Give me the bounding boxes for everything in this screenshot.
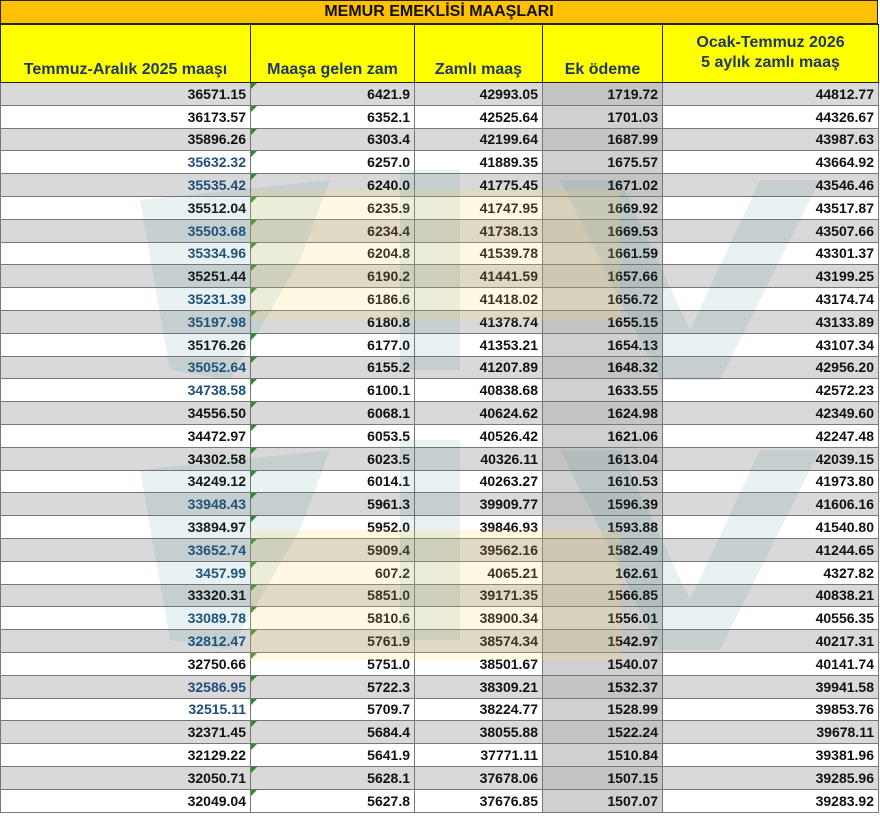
raise-cell[interactable]: 607.2	[251, 561, 415, 584]
raised-salary-cell[interactable]: 41775.45	[415, 174, 543, 197]
raised-salary-cell[interactable]: 40526.42	[415, 424, 543, 447]
extra-payment-cell[interactable]: 1719.72	[543, 83, 663, 106]
prev-salary-cell[interactable]: 34738.58	[1, 379, 251, 402]
prev-salary-cell[interactable]: 33948.43	[1, 493, 251, 516]
raise-cell[interactable]: 5961.3	[251, 493, 415, 516]
raise-cell[interactable]: 5952.0	[251, 516, 415, 539]
prev-salary-cell[interactable]: 32586.95	[1, 675, 251, 698]
prev-salary-cell[interactable]: 32812.47	[1, 630, 251, 653]
new-salary-cell[interactable]: 42956.20	[663, 356, 879, 379]
new-salary-cell[interactable]: 42247.48	[663, 424, 879, 447]
new-salary-cell[interactable]: 43664.92	[663, 151, 879, 174]
raise-cell[interactable]: 5709.7	[251, 698, 415, 721]
table-row	[1, 333, 879, 356]
table-row	[1, 744, 879, 767]
extra-payment-cell[interactable]: 1528.99	[543, 698, 663, 721]
raised-salary-cell[interactable]: 4065.21	[415, 561, 543, 584]
raise-cell[interactable]: 6100.1	[251, 379, 415, 402]
raised-salary-cell[interactable]: 37678.06	[415, 766, 543, 789]
table-row	[1, 174, 879, 197]
raised-salary-cell[interactable]: 38574.34	[415, 630, 543, 653]
extra-payment-cell[interactable]: 1661.59	[543, 242, 663, 265]
raised-salary-cell[interactable]: 39171.35	[415, 584, 543, 607]
raised-salary-cell[interactable]: 42199.64	[415, 128, 543, 151]
salary-table	[0, 24, 879, 813]
raised-salary-cell[interactable]: 41378.74	[415, 310, 543, 333]
extra-payment-cell[interactable]: 1675.57	[543, 151, 663, 174]
new-salary-cell[interactable]: 43174.74	[663, 288, 879, 311]
table-row	[1, 675, 879, 698]
table-row	[1, 470, 879, 493]
header-new-salary	[663, 25, 879, 83]
raised-salary-cell[interactable]: 41353.21	[415, 333, 543, 356]
prev-salary-cell[interactable]: 35535.42	[1, 174, 251, 197]
extra-payment-cell[interactable]: 1522.24	[543, 721, 663, 744]
raised-salary-cell[interactable]: 39562.16	[415, 538, 543, 561]
new-salary-cell[interactable]: 42349.60	[663, 402, 879, 425]
prev-salary-cell[interactable]: 35512.04	[1, 196, 251, 219]
new-salary-cell[interactable]: 43301.37	[663, 242, 879, 265]
new-salary-cell[interactable]: 43199.25	[663, 265, 879, 288]
sheet-title: MEMUR EMEKLİSİ MAAŞLARI	[0, 0, 878, 24]
table-row	[1, 242, 879, 265]
new-salary-cell[interactable]: 43987.63	[663, 128, 879, 151]
table-row	[1, 698, 879, 721]
new-salary-cell[interactable]: 39381.96	[663, 744, 879, 767]
raised-salary-cell[interactable]: 41738.13	[415, 219, 543, 242]
prev-salary-cell[interactable]: 35632.32	[1, 151, 251, 174]
raised-salary-cell[interactable]: 38309.21	[415, 675, 543, 698]
raised-salary-cell[interactable]: 38501.67	[415, 652, 543, 675]
table-body	[1, 83, 879, 813]
prev-salary-cell[interactable]: 32129.22	[1, 744, 251, 767]
header-raise: Maaşa gelen zam	[251, 25, 415, 83]
prev-salary-cell[interactable]: 34472.97	[1, 424, 251, 447]
new-salary-cell[interactable]: 42572.23	[663, 379, 879, 402]
extra-payment-cell[interactable]: 1540.07	[543, 652, 663, 675]
prev-salary-cell[interactable]: 3457.99	[1, 561, 251, 584]
prev-salary-cell[interactable]: 35176.26	[1, 333, 251, 356]
raise-cell[interactable]: 6240.0	[251, 174, 415, 197]
prev-salary-cell[interactable]: 32515.11	[1, 698, 251, 721]
table-row	[1, 105, 879, 128]
raise-cell[interactable]: 6186.6	[251, 288, 415, 311]
new-salary-cell[interactable]: 4327.82	[663, 561, 879, 584]
raised-salary-cell[interactable]: 41747.95	[415, 196, 543, 219]
extra-payment-cell[interactable]: 1613.04	[543, 447, 663, 470]
new-salary-cell[interactable]: 40141.74	[663, 652, 879, 675]
table-row	[1, 196, 879, 219]
new-salary-cell[interactable]: 44812.77	[663, 83, 879, 106]
raise-cell[interactable]: 6180.8	[251, 310, 415, 333]
extra-payment-cell[interactable]: 1532.37	[543, 675, 663, 698]
raised-salary-cell[interactable]: 37676.85	[415, 789, 543, 812]
raise-cell[interactable]: 5628.1	[251, 766, 415, 789]
new-salary-cell[interactable]: 40838.21	[663, 584, 879, 607]
table-row	[1, 652, 879, 675]
header-new-salary-line1: Ocak-Temmuz 2026	[696, 33, 845, 51]
extra-payment-cell[interactable]: 1556.01	[543, 607, 663, 630]
raise-cell[interactable]: 5684.4	[251, 721, 415, 744]
extra-payment-cell[interactable]: 1624.98	[543, 402, 663, 425]
new-salary-cell[interactable]: 44326.67	[663, 105, 879, 128]
table-row	[1, 766, 879, 789]
new-salary-cell[interactable]: 43546.46	[663, 174, 879, 197]
extra-payment-cell[interactable]: 1657.66	[543, 265, 663, 288]
raise-cell[interactable]: 6014.1	[251, 470, 415, 493]
raise-cell[interactable]: 6303.4	[251, 128, 415, 151]
raise-cell[interactable]: 6177.0	[251, 333, 415, 356]
prev-salary-cell[interactable]: 35503.68	[1, 219, 251, 242]
table-row	[1, 151, 879, 174]
new-salary-cell[interactable]: 43107.34	[663, 333, 879, 356]
prev-salary-cell[interactable]: 35231.39	[1, 288, 251, 311]
table-row	[1, 402, 879, 425]
table-row	[1, 721, 879, 744]
new-salary-cell[interactable]: 39283.92	[663, 789, 879, 812]
raise-cell[interactable]: 5761.9	[251, 630, 415, 653]
new-salary-cell[interactable]: 39678.11	[663, 721, 879, 744]
new-salary-cell[interactable]: 43133.89	[663, 310, 879, 333]
table-row	[1, 128, 879, 151]
new-salary-cell[interactable]: 40217.31	[663, 630, 879, 653]
extra-payment-cell[interactable]: 1648.32	[543, 356, 663, 379]
table-row	[1, 584, 879, 607]
raise-cell[interactable]: 6235.9	[251, 196, 415, 219]
extra-payment-cell[interactable]: 1593.88	[543, 516, 663, 539]
prev-salary-cell[interactable]: 35251.44	[1, 265, 251, 288]
raise-cell[interactable]: 5641.9	[251, 744, 415, 767]
prev-salary-cell[interactable]: 32049.04	[1, 789, 251, 812]
new-salary-cell[interactable]: 43507.66	[663, 219, 879, 242]
table-row	[1, 538, 879, 561]
prev-salary-cell[interactable]: 33652.74	[1, 538, 251, 561]
extra-payment-cell[interactable]: 1510.84	[543, 744, 663, 767]
extra-payment-cell[interactable]: 162.61	[543, 561, 663, 584]
table-row	[1, 447, 879, 470]
raised-salary-cell[interactable]: 37771.11	[415, 744, 543, 767]
extra-payment-cell[interactable]: 1542.97	[543, 630, 663, 653]
raise-cell[interactable]: 6257.0	[251, 151, 415, 174]
extra-payment-cell[interactable]: 1596.39	[543, 493, 663, 516]
new-salary-cell[interactable]: 41540.80	[663, 516, 879, 539]
raised-salary-cell[interactable]: 41207.89	[415, 356, 543, 379]
raised-salary-cell[interactable]: 41441.59	[415, 265, 543, 288]
new-salary-cell[interactable]: 41973.80	[663, 470, 879, 493]
new-salary-cell[interactable]: 39941.58	[663, 675, 879, 698]
raise-cell[interactable]: 5751.0	[251, 652, 415, 675]
header-row	[1, 25, 879, 83]
extra-payment-cell[interactable]: 1633.55	[543, 379, 663, 402]
raise-cell[interactable]: 6068.1	[251, 402, 415, 425]
prev-salary-cell[interactable]: 34249.12	[1, 470, 251, 493]
header-new-salary-line2: 5 aylık zamlı maaş	[701, 53, 840, 71]
prev-salary-cell[interactable]: 36173.57	[1, 105, 251, 128]
prev-salary-cell[interactable]: 34556.50	[1, 402, 251, 425]
raise-cell[interactable]: 5909.4	[251, 538, 415, 561]
raise-cell[interactable]: 5722.3	[251, 675, 415, 698]
prev-salary-cell[interactable]: 33320.31	[1, 584, 251, 607]
table-row	[1, 219, 879, 242]
prev-salary-cell[interactable]: 32750.66	[1, 652, 251, 675]
new-salary-cell[interactable]: 42039.15	[663, 447, 879, 470]
extra-payment-cell[interactable]: 1669.53	[543, 219, 663, 242]
table-row	[1, 310, 879, 333]
extra-payment-cell[interactable]: 1669.92	[543, 196, 663, 219]
raised-salary-cell[interactable]: 41418.02	[415, 288, 543, 311]
raise-cell[interactable]: 6204.8	[251, 242, 415, 265]
raise-cell[interactable]: 5851.0	[251, 584, 415, 607]
prev-salary-cell[interactable]: 36571.15	[1, 83, 251, 106]
extra-payment-cell[interactable]: 1566.85	[543, 584, 663, 607]
new-salary-cell[interactable]: 39285.96	[663, 766, 879, 789]
prev-salary-cell[interactable]: 33894.97	[1, 516, 251, 539]
raised-salary-cell[interactable]: 39846.93	[415, 516, 543, 539]
extra-payment-cell[interactable]: 1701.03	[543, 105, 663, 128]
extra-payment-cell[interactable]: 1654.13	[543, 333, 663, 356]
new-salary-cell[interactable]: 41244.65	[663, 538, 879, 561]
extra-payment-cell[interactable]: 1671.02	[543, 174, 663, 197]
prev-salary-cell[interactable]: 35197.98	[1, 310, 251, 333]
new-salary-cell[interactable]: 41606.16	[663, 493, 879, 516]
raised-salary-cell[interactable]: 39909.77	[415, 493, 543, 516]
extra-payment-cell[interactable]: 1507.15	[543, 766, 663, 789]
raise-cell[interactable]: 5627.8	[251, 789, 415, 812]
raise-cell[interactable]: 6421.9	[251, 83, 415, 106]
table-row	[1, 516, 879, 539]
header-prev-salary: Temmuz-Aralık 2025 maaşı	[1, 25, 251, 83]
prev-salary-cell[interactable]: 32050.71	[1, 766, 251, 789]
extra-payment-cell[interactable]: 1655.15	[543, 310, 663, 333]
raise-cell[interactable]: 6190.2	[251, 265, 415, 288]
extra-payment-cell[interactable]: 1656.72	[543, 288, 663, 311]
raised-salary-cell[interactable]: 42525.64	[415, 105, 543, 128]
raised-salary-cell[interactable]: 38224.77	[415, 698, 543, 721]
raised-salary-cell[interactable]: 40838.68	[415, 379, 543, 402]
raise-cell[interactable]: 5810.6	[251, 607, 415, 630]
extra-payment-cell[interactable]: 1610.53	[543, 470, 663, 493]
raised-salary-cell[interactable]: 41539.78	[415, 242, 543, 265]
table-row	[1, 265, 879, 288]
raised-salary-cell[interactable]: 40263.27	[415, 470, 543, 493]
table-row	[1, 424, 879, 447]
new-salary-cell[interactable]: 39853.76	[663, 698, 879, 721]
prev-salary-cell[interactable]: 34302.58	[1, 447, 251, 470]
raised-salary-cell[interactable]: 42993.05	[415, 83, 543, 106]
raise-cell[interactable]: 6023.5	[251, 447, 415, 470]
table-row	[1, 630, 879, 653]
new-salary-cell[interactable]: 40556.35	[663, 607, 879, 630]
raised-salary-cell[interactable]: 40624.62	[415, 402, 543, 425]
extra-payment-cell[interactable]: 1507.07	[543, 789, 663, 812]
extra-payment-cell[interactable]: 1621.06	[543, 424, 663, 447]
raise-cell[interactable]: 6234.4	[251, 219, 415, 242]
raise-cell[interactable]: 6155.2	[251, 356, 415, 379]
table-row	[1, 493, 879, 516]
table-row	[1, 83, 879, 106]
raise-cell[interactable]: 6352.1	[251, 105, 415, 128]
table-row	[1, 288, 879, 311]
raise-cell[interactable]: 6053.5	[251, 424, 415, 447]
prev-salary-cell[interactable]: 32371.45	[1, 721, 251, 744]
raised-salary-cell[interactable]: 40326.11	[415, 447, 543, 470]
header-extra-payment: Ek ödeme	[543, 25, 663, 83]
table-row	[1, 379, 879, 402]
raised-salary-cell[interactable]: 38900.34	[415, 607, 543, 630]
extra-payment-cell[interactable]: 1687.99	[543, 128, 663, 151]
prev-salary-cell[interactable]: 35896.26	[1, 128, 251, 151]
raised-salary-cell[interactable]: 38055.88	[415, 721, 543, 744]
prev-salary-cell[interactable]: 35052.64	[1, 356, 251, 379]
raised-salary-cell[interactable]: 41889.35	[415, 151, 543, 174]
table-row	[1, 561, 879, 584]
prev-salary-cell[interactable]: 33089.78	[1, 607, 251, 630]
header-raised-salary: Zamlı maaş	[415, 25, 543, 83]
new-salary-cell[interactable]: 43517.87	[663, 196, 879, 219]
table-row	[1, 789, 879, 812]
table-row	[1, 607, 879, 630]
extra-payment-cell[interactable]: 1582.49	[543, 538, 663, 561]
table-row	[1, 356, 879, 379]
prev-salary-cell[interactable]: 35334.96	[1, 242, 251, 265]
